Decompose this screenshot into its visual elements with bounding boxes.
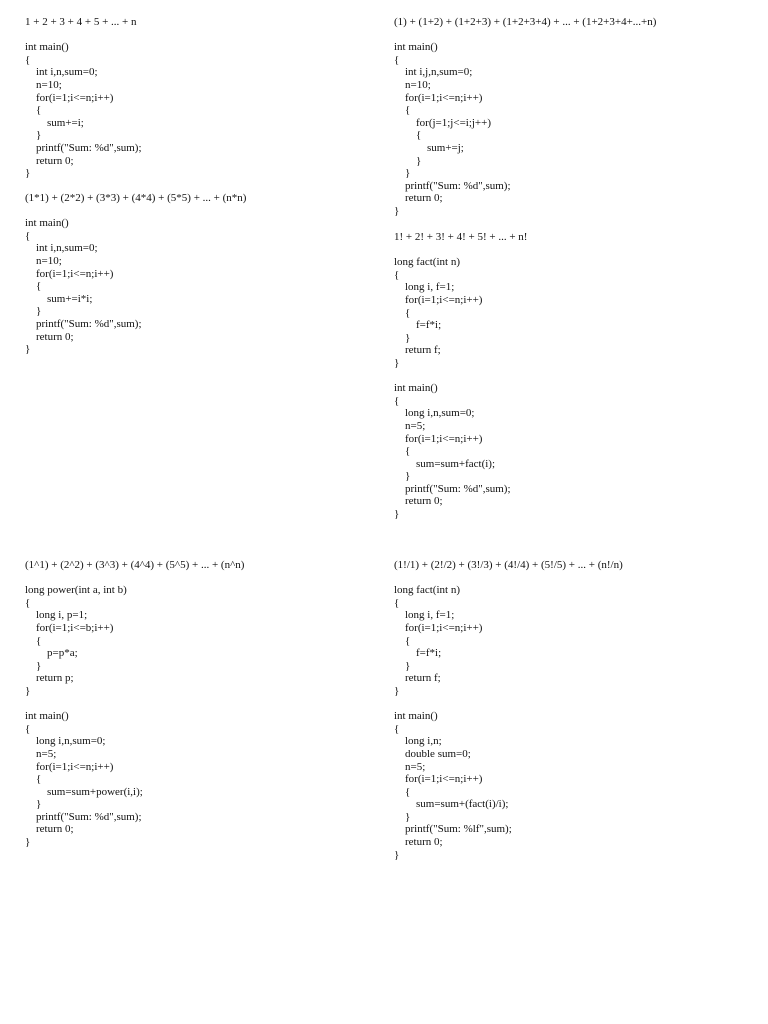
code-line: [394, 798, 744, 811]
code-block-sum-n: [25, 16, 375, 180]
code-line: [25, 79, 375, 92]
code-line: [25, 672, 375, 685]
code-line: [25, 66, 375, 79]
code-line: [394, 66, 744, 79]
code-line: [394, 357, 744, 370]
code-line: [25, 811, 375, 824]
code-line: [394, 748, 744, 761]
code-listing: [394, 41, 744, 217]
code-line-text: }: [394, 204, 400, 217]
code-line: [394, 470, 744, 483]
code-line-text: printf("Sum: %d",sum);: [405, 179, 511, 192]
code-line-text: long i,n,sum=0;: [36, 735, 106, 748]
formula-title: (1^1) + (2^2) + (3^3) + (4^4) + (5^5) + ... + (n^n): [25, 559, 245, 571]
formula-title: 1 + 2 + 3 + 4 + 5 + ... + n: [25, 16, 137, 28]
code-line-text: sum+=i;: [47, 116, 84, 129]
code-line: [394, 622, 744, 635]
code-line: [25, 723, 375, 736]
code-line: [394, 281, 744, 294]
code-line: [25, 54, 375, 67]
code-line: [394, 142, 744, 155]
code-line-text: }: [405, 659, 411, 672]
code-line: [394, 735, 744, 748]
code-line: [394, 180, 744, 193]
blank-line: [394, 29, 744, 42]
code-line: [394, 635, 744, 648]
code-line-text: }: [416, 154, 422, 167]
code-line-text: return 0;: [405, 836, 443, 849]
code-line: [394, 294, 744, 307]
code-line: [394, 647, 744, 660]
code-line: [25, 293, 375, 306]
code-listing: [394, 584, 744, 697]
code-line-text: sum+=j;: [427, 141, 464, 154]
code-line-text: p=p*a;: [47, 647, 78, 660]
code-line-text: int i,n,sum=0;: [36, 66, 98, 79]
code-block-sum-factorial-ratios: [394, 559, 744, 861]
code-line-text: {: [25, 596, 31, 609]
code-line: [25, 773, 375, 786]
code-line-text: n=10;: [405, 78, 431, 91]
code-line-text: sum+=i*i;: [47, 292, 93, 305]
code-line-text: long fact(int n): [394, 584, 460, 597]
code-line-text: printf("Sum: %d",sum);: [36, 810, 142, 823]
code-line: [394, 319, 744, 332]
code-line: [394, 811, 744, 824]
code-line: [394, 395, 744, 408]
blank-line: [25, 698, 375, 711]
code-block-sum-powers: [25, 559, 375, 849]
code-line-text: }: [394, 508, 400, 521]
code-line: [394, 54, 744, 67]
code-line-text: {: [416, 129, 422, 142]
code-line-text: }: [405, 470, 411, 483]
blank-line: [25, 29, 375, 42]
code-line-text: int main(): [394, 382, 438, 395]
code-line: [394, 823, 744, 836]
formula-title: (1!/1) + (2!/2) + (3!/3) + (4!/4) + (5!/5) + ... + (n!/n): [394, 559, 623, 571]
code-line-text: {: [25, 53, 31, 66]
code-line: [25, 129, 375, 142]
code-line: [394, 382, 744, 395]
code-line: [25, 255, 375, 268]
code-line-text: {: [36, 634, 42, 647]
code-line: [394, 786, 744, 799]
code-line-text: }: [394, 848, 400, 861]
code-line-text: sum=sum+fact(i);: [416, 457, 496, 470]
code-line: [394, 685, 744, 698]
code-line: [394, 660, 744, 673]
code-line-text: long power(int a, int b): [25, 584, 127, 597]
code-line: [394, 129, 744, 142]
code-listing: [25, 217, 375, 356]
code-line: [394, 508, 744, 521]
code-line-text: {: [36, 104, 42, 117]
code-line-text: return 0;: [405, 192, 443, 205]
code-line: [394, 445, 744, 458]
code-line-text: }: [36, 129, 42, 142]
code-line-text: for(j=1;j<=i;j++): [416, 116, 492, 129]
code-listing: [394, 710, 744, 861]
code-line-text: {: [394, 53, 400, 66]
code-line-text: }: [405, 810, 411, 823]
code-line-text: {: [25, 229, 31, 242]
code-line: [25, 331, 375, 344]
code-block-sum-of-sums: [394, 16, 744, 218]
code-line: [394, 723, 744, 736]
code-line-text: }: [25, 167, 31, 180]
code-line: [394, 344, 744, 357]
code-listing: [25, 710, 375, 849]
code-line-text: printf("Sum: %d",sum);: [36, 317, 142, 330]
code-listing: [394, 256, 744, 369]
code-line: [394, 483, 744, 496]
code-line: [394, 407, 744, 420]
code-line-text: {: [405, 104, 411, 117]
code-line: [394, 584, 744, 597]
formula-title: (1) + (1+2) + (1+2+3) + (1+2+3+4) + ... + (1+2+3+4+...+n): [394, 16, 657, 28]
code-line: [394, 836, 744, 849]
code-line: [25, 798, 375, 811]
code-line-text: }: [394, 356, 400, 369]
code-line: [394, 155, 744, 168]
code-line-text: int i,j,n,sum=0;: [405, 66, 473, 79]
code-line: [394, 849, 744, 862]
code-line-text: int main(): [25, 41, 69, 54]
code-line-text: for(i=1;i<=n;i++): [405, 773, 483, 786]
code-line-text: int i,n,sum=0;: [36, 242, 98, 255]
code-line-text: }: [405, 167, 411, 180]
code-line-text: return p;: [36, 672, 74, 685]
code-line: [394, 269, 744, 282]
blank-line: [25, 205, 375, 218]
code-line-text: long fact(int n): [394, 256, 460, 269]
code-line-text: }: [36, 305, 42, 318]
code-line: [25, 104, 375, 117]
code-line-text: {: [394, 268, 400, 281]
code-line: [394, 495, 744, 508]
code-line-text: {: [36, 773, 42, 786]
code-line: [25, 647, 375, 660]
code-line-text: for(i=1;i<=n;i++): [36, 91, 114, 104]
blank-line: [394, 244, 744, 257]
code-line-text: }: [405, 331, 411, 344]
code-line: [25, 268, 375, 281]
code-line: [25, 318, 375, 331]
code-line: [394, 672, 744, 685]
code-line-text: for(i=1;i<=n;i++): [405, 432, 483, 445]
code-line-text: int main(): [25, 217, 69, 230]
code-line-text: }: [394, 684, 400, 697]
code-line-text: printf("Sum: %d",sum);: [36, 141, 142, 154]
code-line: [394, 420, 744, 433]
code-line: [25, 685, 375, 698]
blank-line: [394, 572, 744, 585]
code-line: [25, 230, 375, 243]
code-line: [25, 217, 375, 230]
code-line-text: for(i=1;i<=n;i++): [405, 91, 483, 104]
code-line: [394, 256, 744, 269]
code-line: [25, 609, 375, 622]
code-line-text: }: [25, 836, 31, 849]
code-line: [394, 117, 744, 130]
code-line-text: return 0;: [36, 823, 74, 836]
code-listing: [25, 584, 375, 697]
code-line: [25, 117, 375, 130]
code-line-text: {: [405, 634, 411, 647]
code-line: [25, 305, 375, 318]
code-line-text: int main(): [25, 710, 69, 723]
code-line: [25, 167, 375, 180]
code-line: [25, 761, 375, 774]
code-line: [394, 433, 744, 446]
code-line: [25, 735, 375, 748]
blank-line: [394, 370, 744, 383]
code-line: [394, 597, 744, 610]
code-line-text: n=10;: [36, 78, 62, 91]
code-line: [25, 622, 375, 635]
code-listing: [394, 382, 744, 521]
code-line: [25, 748, 375, 761]
code-line-text: for(i=1;i<=n;i++): [36, 267, 114, 280]
code-line: [394, 332, 744, 345]
code-block-sum-squares: [25, 192, 375, 356]
code-line-text: {: [36, 280, 42, 293]
code-line: [25, 597, 375, 610]
code-line-text: n=5;: [36, 747, 57, 760]
code-block-sum-factorials: [394, 231, 744, 521]
code-line: [394, 609, 744, 622]
code-line-text: {: [394, 722, 400, 735]
code-line: [25, 343, 375, 356]
code-line-text: for(i=1;i<=n;i++): [405, 293, 483, 306]
code-line-text: return 0;: [36, 330, 74, 343]
code-line-text: {: [405, 445, 411, 458]
formula-title: 1! + 2! + 3! + 4! + 5! + ... + n!: [394, 231, 528, 243]
code-line: [25, 786, 375, 799]
code-line: [25, 242, 375, 255]
code-line: [394, 761, 744, 774]
code-line: [25, 710, 375, 723]
code-line-text: long i, f=1;: [405, 281, 455, 294]
code-line-text: double sum=0;: [405, 747, 471, 760]
code-line-text: long i, p=1;: [36, 609, 88, 622]
code-line-text: int main(): [394, 710, 438, 723]
code-line-text: f=f*i;: [416, 319, 442, 332]
code-line-text: sum=sum+power(i,i);: [47, 785, 143, 798]
code-line-text: printf("Sum: %lf",sum);: [405, 823, 512, 836]
code-line: [394, 307, 744, 320]
code-line-text: {: [25, 722, 31, 735]
code-line-text: f=f*i;: [416, 647, 442, 660]
code-line: [25, 41, 375, 54]
code-line: [25, 660, 375, 673]
code-line-text: return 0;: [36, 154, 74, 167]
code-line-text: return f;: [405, 344, 441, 357]
code-line: [394, 192, 744, 205]
blank-line: [394, 698, 744, 711]
code-line-text: printf("Sum: %d",sum);: [405, 482, 511, 495]
code-line: [25, 155, 375, 168]
code-line: [25, 836, 375, 849]
blank-line: [25, 572, 375, 585]
code-line-text: {: [394, 394, 400, 407]
code-line-text: long i, f=1;: [405, 609, 455, 622]
code-line: [394, 773, 744, 786]
code-line: [25, 823, 375, 836]
code-line: [25, 280, 375, 293]
code-line: [25, 584, 375, 597]
code-line: [394, 710, 744, 723]
code-line-text: for(i=1;i<=b;i++): [36, 621, 114, 634]
code-line: [25, 635, 375, 648]
code-line: [394, 79, 744, 92]
formula-title: (1*1) + (2*2) + (3*3) + (4*4) + (5*5) + ... + (n*n): [25, 192, 247, 204]
code-line: [394, 458, 744, 471]
code-line-text: for(i=1;i<=n;i++): [36, 760, 114, 773]
code-line-text: sum=sum+(fact(i)/i);: [416, 798, 509, 811]
code-line-text: n=5;: [405, 419, 426, 432]
code-line-text: n=10;: [36, 254, 62, 267]
code-line-text: }: [25, 343, 31, 356]
code-line-text: }: [25, 684, 31, 697]
code-line: [25, 142, 375, 155]
code-line: [394, 41, 744, 54]
code-line-text: }: [36, 659, 42, 672]
code-line: [394, 104, 744, 117]
code-line-text: return f;: [405, 672, 441, 685]
code-line-text: {: [405, 785, 411, 798]
code-line-text: return 0;: [405, 495, 443, 508]
code-line-text: long i,n,sum=0;: [405, 407, 475, 420]
code-line-text: n=5;: [405, 760, 426, 773]
code-line: [394, 92, 744, 105]
code-line-text: long i,n;: [405, 735, 442, 748]
code-line-text: {: [394, 596, 400, 609]
code-line-text: }: [36, 798, 42, 811]
code-line-text: int main(): [394, 41, 438, 54]
code-line: [25, 92, 375, 105]
code-line-text: {: [405, 306, 411, 319]
code-line: [394, 205, 744, 218]
code-line: [394, 167, 744, 180]
code-listing: [25, 41, 375, 180]
code-line-text: for(i=1;i<=n;i++): [405, 621, 483, 634]
